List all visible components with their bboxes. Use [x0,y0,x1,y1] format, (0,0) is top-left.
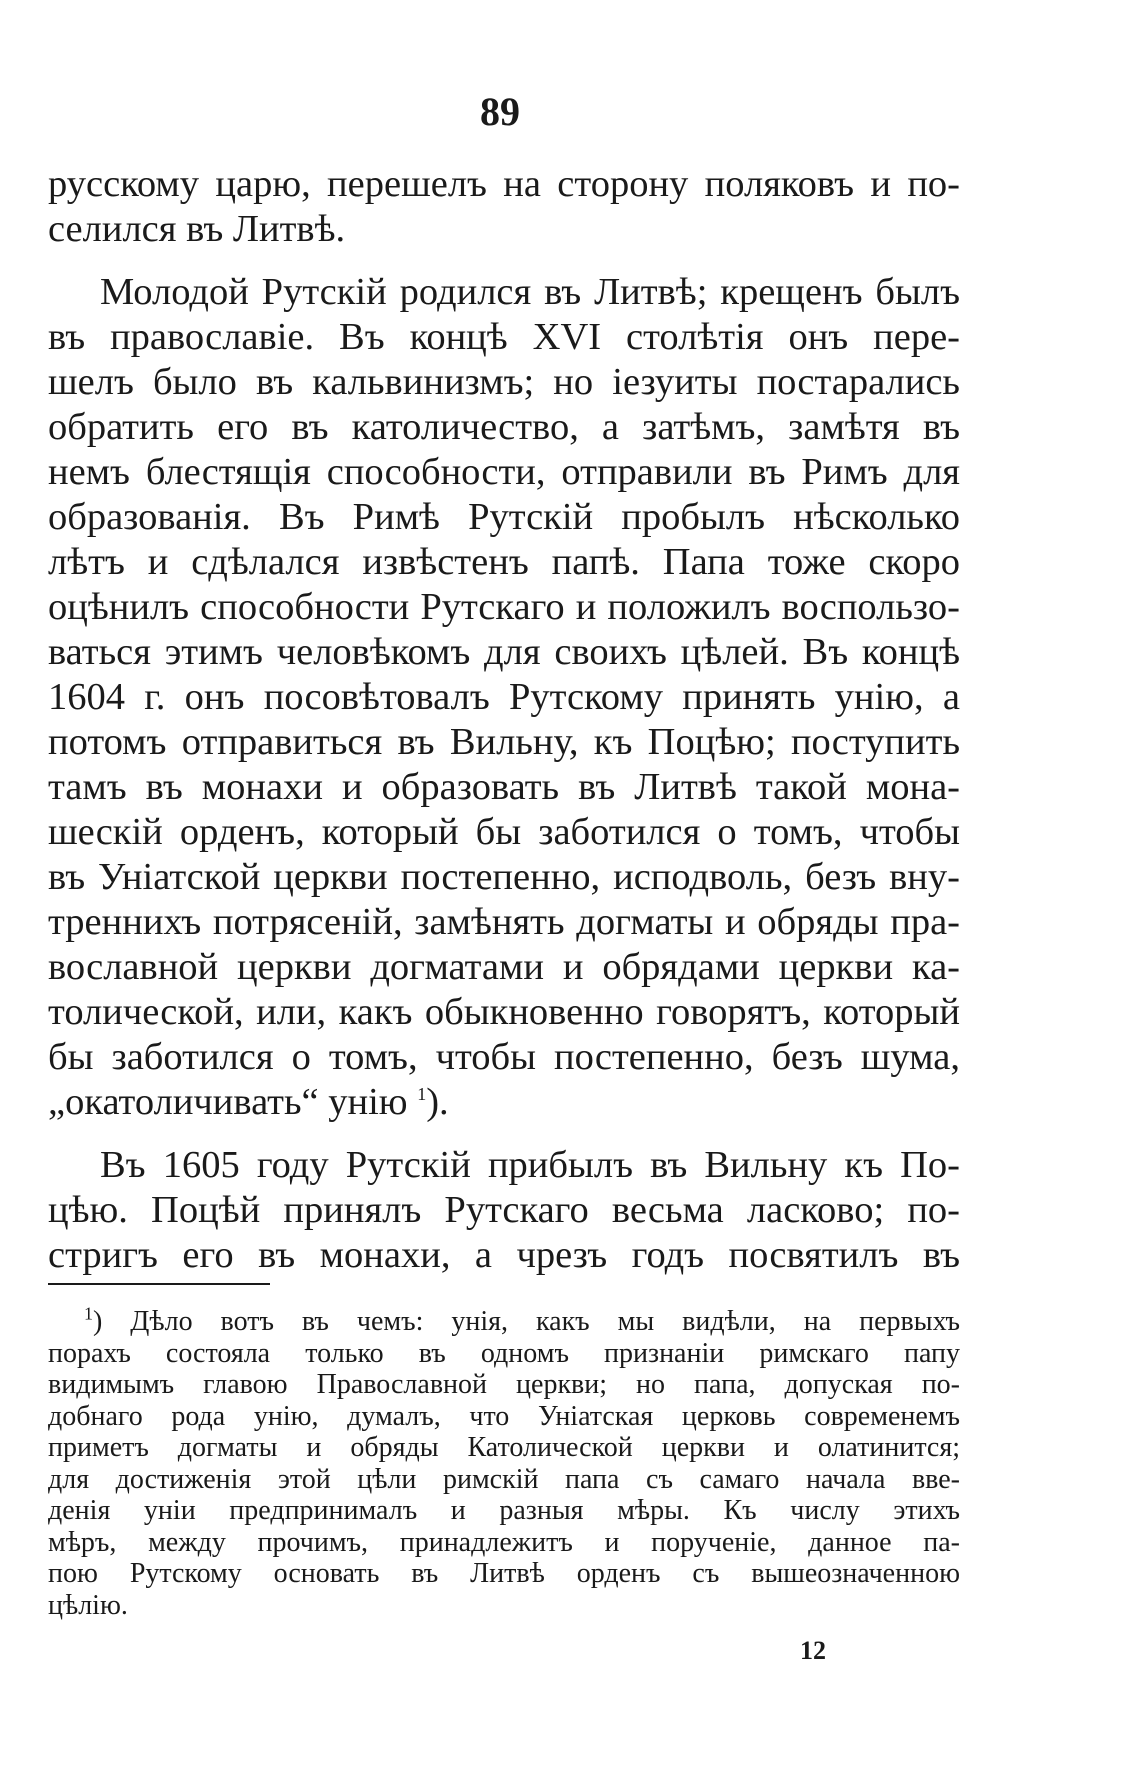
text-line: вославной церкви догматами и обрядами церкви ка- [48,946,960,988]
footnote-marker: 1 [84,1303,93,1324]
footnote-line [48,1303,960,1338]
text-line: треннихъ потрясеній, замѣнять догматы и обряды пра- [48,901,960,943]
text-line: Въ 1605 году Рутскій прибылъ въ Вильну къ По- [100,1144,960,1186]
footnote-divider [48,1283,270,1285]
text-line-end: ). [426,1081,449,1123]
paragraph-2 [48,270,960,1125]
text-line: селился въ Литвѣ. [48,208,346,250]
paragraph-1 [48,162,960,252]
text-line: толической, или, какъ обыкновенно говорятъ, который [48,991,960,1033]
text-line: лѣтъ и сдѣлался извѣстенъ папѣ. Папа тоже скоро [48,541,960,583]
footnote-reference[interactable]: 1 [417,1084,427,1105]
text-line: стригъ его въ монахи, а чрезъ годъ посвятилъ въ [48,1234,960,1276]
text-line: потомъ отправиться въ Вильну, къ Поцѣю; поступить [48,721,960,763]
text-line: Молодой Рутскій родился въ Литвѣ; крещенъ былъ [100,271,960,313]
footnote-line: добнаго рода унію, думалъ, что Уніатская церковь современемъ [48,1400,960,1432]
text-line [48,1080,960,1125]
footnote-line: пою Рутскому основать въ Литвѣ орденъ съ вышеозначенною [48,1558,960,1589]
printer-signature-mark: 12 [800,1636,826,1665]
paragraph-3 [48,1143,960,1278]
footnote-line-content: ) Дѣло вотъ въ чемъ: унія, какъ мы видѣли, на первыхъ [93,1306,960,1337]
text-line: бы заботился о томъ, чтобы постепенно, безъ шума, [48,1036,960,1078]
text-line: въ православіе. Въ концѣ XVI столѣтія онъ пере- [48,316,960,358]
text-line: цѣю. Поцѣй принялъ Рутскаго весьма ласково; по- [48,1189,960,1231]
footnote-line: мѣръ, между прочимъ, принадлежитъ и порученіе, данное па- [48,1526,960,1558]
text-line: образованія. Въ Римѣ Рутскій пробылъ нѣсколько [48,496,960,538]
text-line-content: „окатоличивать“ унію [48,1081,408,1123]
footnote [48,1303,960,1621]
text-line: ваться этимъ человѣкомъ для своихъ цѣлей. Въ концѣ [48,631,960,673]
footnote-line: приметъ догматы и обряды Католической церкви и олатинится; [48,1432,960,1463]
footnote-line: денія уніи предпринималъ и разныя мѣры. Къ числу этихъ [48,1495,960,1526]
text-line: оцѣнилъ способности Рутскаго и положилъ воспользо- [48,586,960,628]
text-line: въ Уніатской церкви постепенно, исподволь, безъ вну- [48,856,960,898]
text-line: шелъ было въ кальвинизмъ; но іезуиты постарались [48,361,960,403]
text-line: 1604 г. онъ посовѣтовалъ Рутскому принять унію, а [48,676,960,718]
footnote-line: для достиженія этой цѣли римскій папа съ самаго начала вве- [48,1463,960,1495]
main-text [48,162,960,1278]
text-line: тамъ въ монахи и образовать въ Литвѣ такой мона- [48,766,960,808]
page-number: 89 [480,89,520,134]
footnote-line: порахъ состояла только въ одномъ признаніи римскаго папу [48,1337,960,1369]
text-line: шескій орденъ, который бы заботился о томъ, чтобы [48,811,960,853]
text-line: немъ блестящія способности, отправили въ Римъ для [48,451,960,493]
footnote-line: цѣлію. [48,1589,128,1621]
footnote-line: видимымъ главою Православной церкви; но папа, допуская по- [48,1369,960,1400]
text-line: русскому царю, перешелъ на сторону поляковъ и по- [48,163,960,205]
text-line: обратить его въ католичество, а затѣмъ, замѣтя въ [48,406,960,448]
